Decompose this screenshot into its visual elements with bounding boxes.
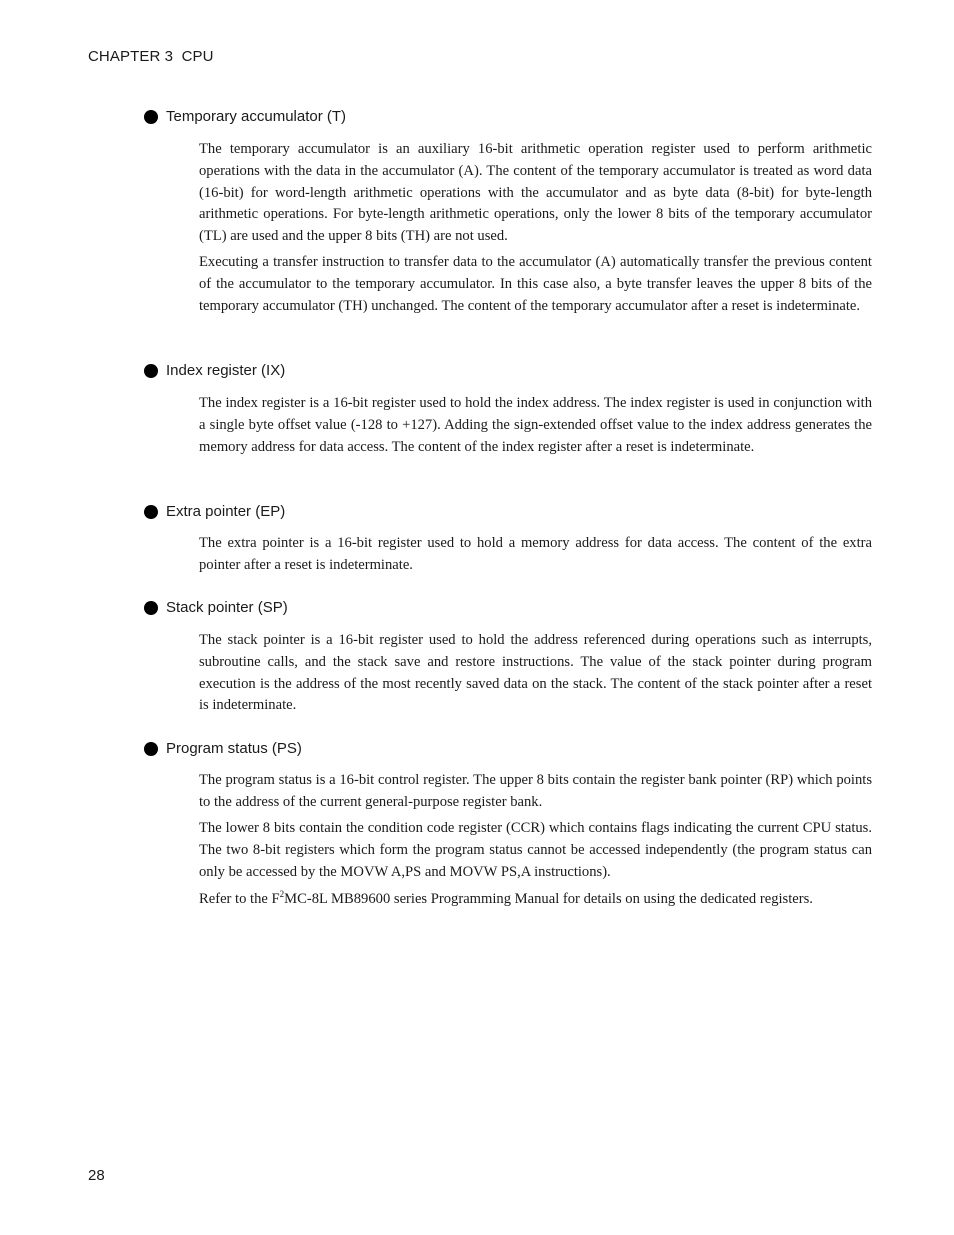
section-heading-stack-pointer bbox=[144, 599, 288, 616]
paragraph: The temporary accumulator is an auxiliary 16-bit arithmetic operation register used to perform arithmetic operations with the data in the accumulator (A). The content of the temporary accumulator is treated as word data (16-bit) for word-length arithmetic operations with the accumulator and as byte data (8-bit) for byte-length arithmetic operations. For byte-length arithmetic operations, only the lower 8 bits of the temporary accumulator (TL) are used and the upper 8 bits (TH) are not used. bbox=[199, 141, 872, 245]
section-heading-text: Temporary accumulator (T) bbox=[166, 108, 347, 125]
reference-paragraph bbox=[199, 889, 872, 911]
paragraph: The program status is a 16-bit control register. The upper 8 bits contain the register bank pointer (RP) which points to the address of the current general-purpose register bank. bbox=[199, 772, 872, 810]
section-body-extra-pointer bbox=[199, 533, 872, 581]
reference-prefix: Refer to the F bbox=[199, 891, 280, 908]
section-heading-temporary-accumulator bbox=[144, 108, 346, 125]
section-body-temporary-accumulator bbox=[199, 139, 872, 322]
bullet-icon bbox=[144, 364, 158, 378]
reference-suffix: MC-8L MB89600 series Programming Manual for details on using the dedicated registers. bbox=[284, 891, 813, 908]
bullet-icon bbox=[144, 505, 158, 519]
paragraph: The stack pointer is a 16-bit register used to hold the address referenced during operations such as interrupts, subroutine calls, and the stack save and restore instructions. The value of the stack pointer during program execution is the address of the most recently saved data on the stack. The content of the stack pointer after a reset is indeterminate. bbox=[199, 632, 872, 714]
paragraph: The lower 8 bits contain the condition code register (CCR) which contains flags indicating the current CPU status. The two 8-bit registers which form the program status cannot be accessed independently (the program status can only be accessed by the MOVW A,PS and MOVW PS,A instructions). bbox=[199, 820, 872, 880]
chapter-header: CHAPTER 3 CPU bbox=[88, 48, 214, 65]
section-heading-text: Program status (PS) bbox=[166, 740, 302, 757]
section-heading-text: Index register (IX) bbox=[166, 362, 286, 379]
paragraph: The index register is a 16-bit register used to hold the index address. The index register is used in conjunction with a single byte offset value (-128 to +127). Adding the sign-extended offset value to the index address generates the memory address for data access. The content of the index register after a reset is indeterminate. bbox=[199, 395, 872, 455]
section-heading-text: Stack pointer (SP) bbox=[166, 599, 288, 616]
section-heading-index-register bbox=[144, 362, 285, 379]
section-heading-text: Extra pointer (EP) bbox=[166, 503, 286, 520]
paragraph: The extra pointer is a 16-bit register used to hold a memory address for data access. The content of the extra pointer after a reset is indeterminate. bbox=[199, 535, 872, 573]
reference-superscript: 2 bbox=[279, 889, 285, 900]
bullet-icon bbox=[144, 110, 158, 124]
section-body-index-register bbox=[199, 393, 872, 463]
page-number: 28 bbox=[88, 1167, 105, 1184]
paragraph: Executing a transfer instruction to transfer data to the accumulator (A) automatically transfer the previous content of the accumulator to the temporary accumulator. In this case also, a byte transfer leaves the upper 8 bits of the temporary accumulator (TH) unchanged. The content of the temporary accumulator after a reset is indeterminate. bbox=[199, 254, 872, 315]
section-heading-program-status bbox=[144, 740, 302, 757]
section-body-program-status bbox=[199, 770, 872, 916]
bullet-icon bbox=[144, 601, 158, 615]
section-heading-extra-pointer bbox=[144, 503, 285, 520]
section-body-stack-pointer bbox=[199, 630, 872, 722]
bullet-icon bbox=[144, 742, 158, 756]
